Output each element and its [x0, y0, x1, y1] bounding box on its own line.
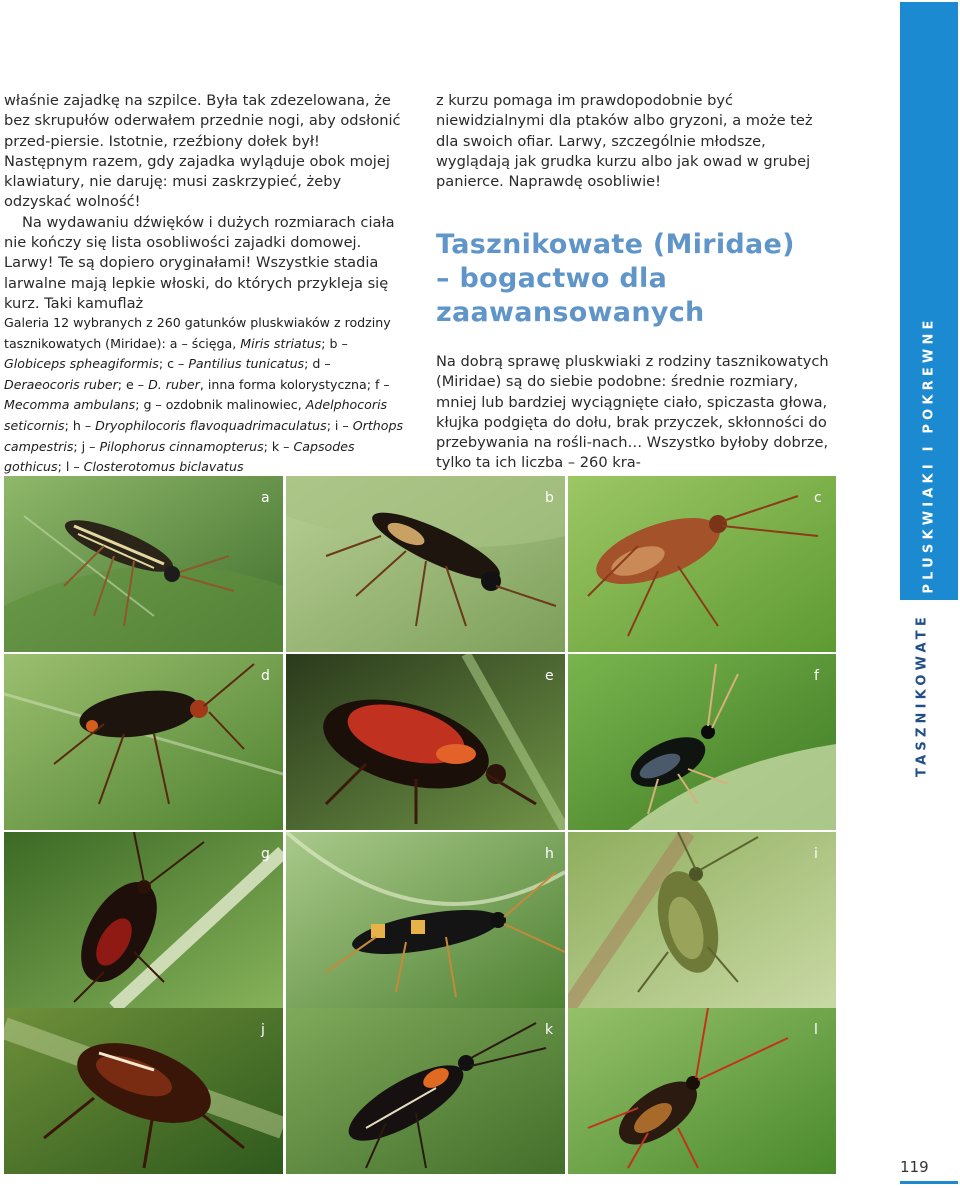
caption-text: ; i – — [326, 417, 353, 433]
photo-label: k — [545, 1022, 554, 1038]
right-paragraph-2: Na dobrą sprawę pluskwiaki z rodziny tasznikowatych (Miridae) są do siebie podobne: średnie rozmiary, mniej lub bardziej wyciągnięte ciało, spiczasta głowa, kłujka podgięta do dołu, brak przyczek, skłonności do przebywania na rośli-nach… Wszystko byłoby dobrze, tylko ta ich liczba – 260 kra- — [436, 353, 829, 472]
gallery-photo — [286, 1008, 565, 1174]
left-column — [4, 91, 404, 314]
gallery-photo — [568, 476, 847, 652]
section-heading — [436, 228, 856, 330]
right-column-bottom — [436, 352, 838, 474]
photo-label: e — [545, 668, 554, 684]
gallery-photo — [568, 832, 847, 1008]
gallery-photo — [568, 654, 847, 830]
left-paragraph-1: właśnie zajadkę na szpilce. Była tak zdezelowana, że bez skrupułów oderwałem przednie nogi, aby odsłonić przed-piersie. Istotnie, rzeźbiony dołek był! Następnym razem, gdy zajadka wyląduje obok mojej klawiatury, nie daruję: musi zaskrzypieć, żeby odzyskać wolność! — [4, 92, 401, 211]
gallery-photo — [286, 654, 565, 830]
gallery-photo — [4, 476, 283, 652]
caption-text: ; l – — [57, 459, 84, 475]
gallery-photo — [4, 1008, 283, 1174]
caption-text: ; g – ozdobnik malinowiec, — [135, 397, 306, 413]
photo-label: l — [814, 1022, 818, 1038]
photo-label: d — [261, 668, 270, 684]
caption-text: ; j – — [73, 438, 100, 454]
caption-text: ; d – — [304, 356, 331, 372]
gallery-photo — [4, 654, 283, 830]
sidebar-chapter-title: TASZNIKOWATE — [914, 613, 930, 777]
right-paragraph-1: z kurzu pomaga im prawdopodobnie być niewidzialnymi dla ptaków albo gryzoni, a może też dla swoich ofiar. Larwy, szczególnie młodsze, wyglądają jak grudka kurzu albo jak owad w grubej panierce. Naprawdę osobliwie! — [436, 92, 813, 191]
caption-species: Closterotomus biclavatus — [83, 459, 244, 475]
photo-label: i — [814, 846, 818, 862]
page-number-rule — [900, 1181, 958, 1184]
caption-text: ; h – — [64, 417, 96, 433]
gallery-photo — [286, 832, 565, 1008]
caption-species: Miris striatus — [240, 335, 322, 351]
page-number: 119 — [900, 1158, 929, 1176]
caption-text: ; c – — [158, 356, 189, 372]
caption-species: Mecomma ambulans — [4, 397, 136, 413]
caption-species: Pilophorus cinnamopterus — [99, 438, 264, 454]
gallery-caption — [4, 313, 404, 478]
photo-label: f — [814, 668, 819, 684]
caption-text: , inna forma kolorystyczna; f – — [199, 376, 390, 392]
photo-label: c — [814, 490, 822, 506]
caption-species: Globiceps spheagiformis — [4, 356, 159, 372]
caption-species: Capsodes gothicus — [4, 438, 355, 475]
heading-line-1: Tasznikowate (Miridae) — [436, 229, 795, 260]
caption-species: Pantilius tunicatus — [188, 356, 305, 372]
sidebar-section-title: PLUSKWIAKI I POKREWNE — [921, 316, 937, 594]
heading-line-3: zaawansowanych — [436, 297, 705, 328]
caption-text: Galeria 12 wybranych z 260 gatunków pluskwiaków z rodziny tasznikowatych (Miridae): a – ścięga, — [4, 315, 391, 351]
caption-text: ; b – — [321, 335, 348, 351]
caption-text: ; e – — [117, 376, 149, 392]
caption-species: Deraeocoris ruber — [4, 376, 118, 392]
photo-label: j — [261, 1022, 265, 1038]
caption-species: Orthops campestris — [4, 417, 404, 454]
photo-label: b — [545, 490, 554, 506]
heading-line-2: – bogactwo dla — [436, 263, 668, 294]
photo-gallery — [4, 476, 836, 1174]
left-paragraph-2: Na wydawaniu dźwięków i dużych rozmiarach ciała nie kończy się lista osobliwości zajadki domowej. Larwy! Te są dopiero oryginałami! Wszystkie stadia larwalne mają lepkie włoski, do których przykleja się kurz. Taki kamuflaż — [4, 213, 395, 312]
caption-species: Adelphocoris seticornis — [4, 397, 388, 433]
photo-label: h — [545, 846, 554, 862]
gallery-photo — [568, 1008, 836, 1174]
right-column-top — [436, 91, 838, 192]
caption-species: Dryophilocoris flavoquadrimaculatus — [95, 417, 327, 433]
gallery-photo — [286, 476, 565, 652]
caption-text: ; k – — [263, 438, 294, 454]
photo-label: g — [261, 846, 270, 862]
photo-label: a — [261, 490, 270, 506]
gallery-photo — [4, 832, 283, 1008]
caption-species: D. ruber — [148, 376, 200, 392]
